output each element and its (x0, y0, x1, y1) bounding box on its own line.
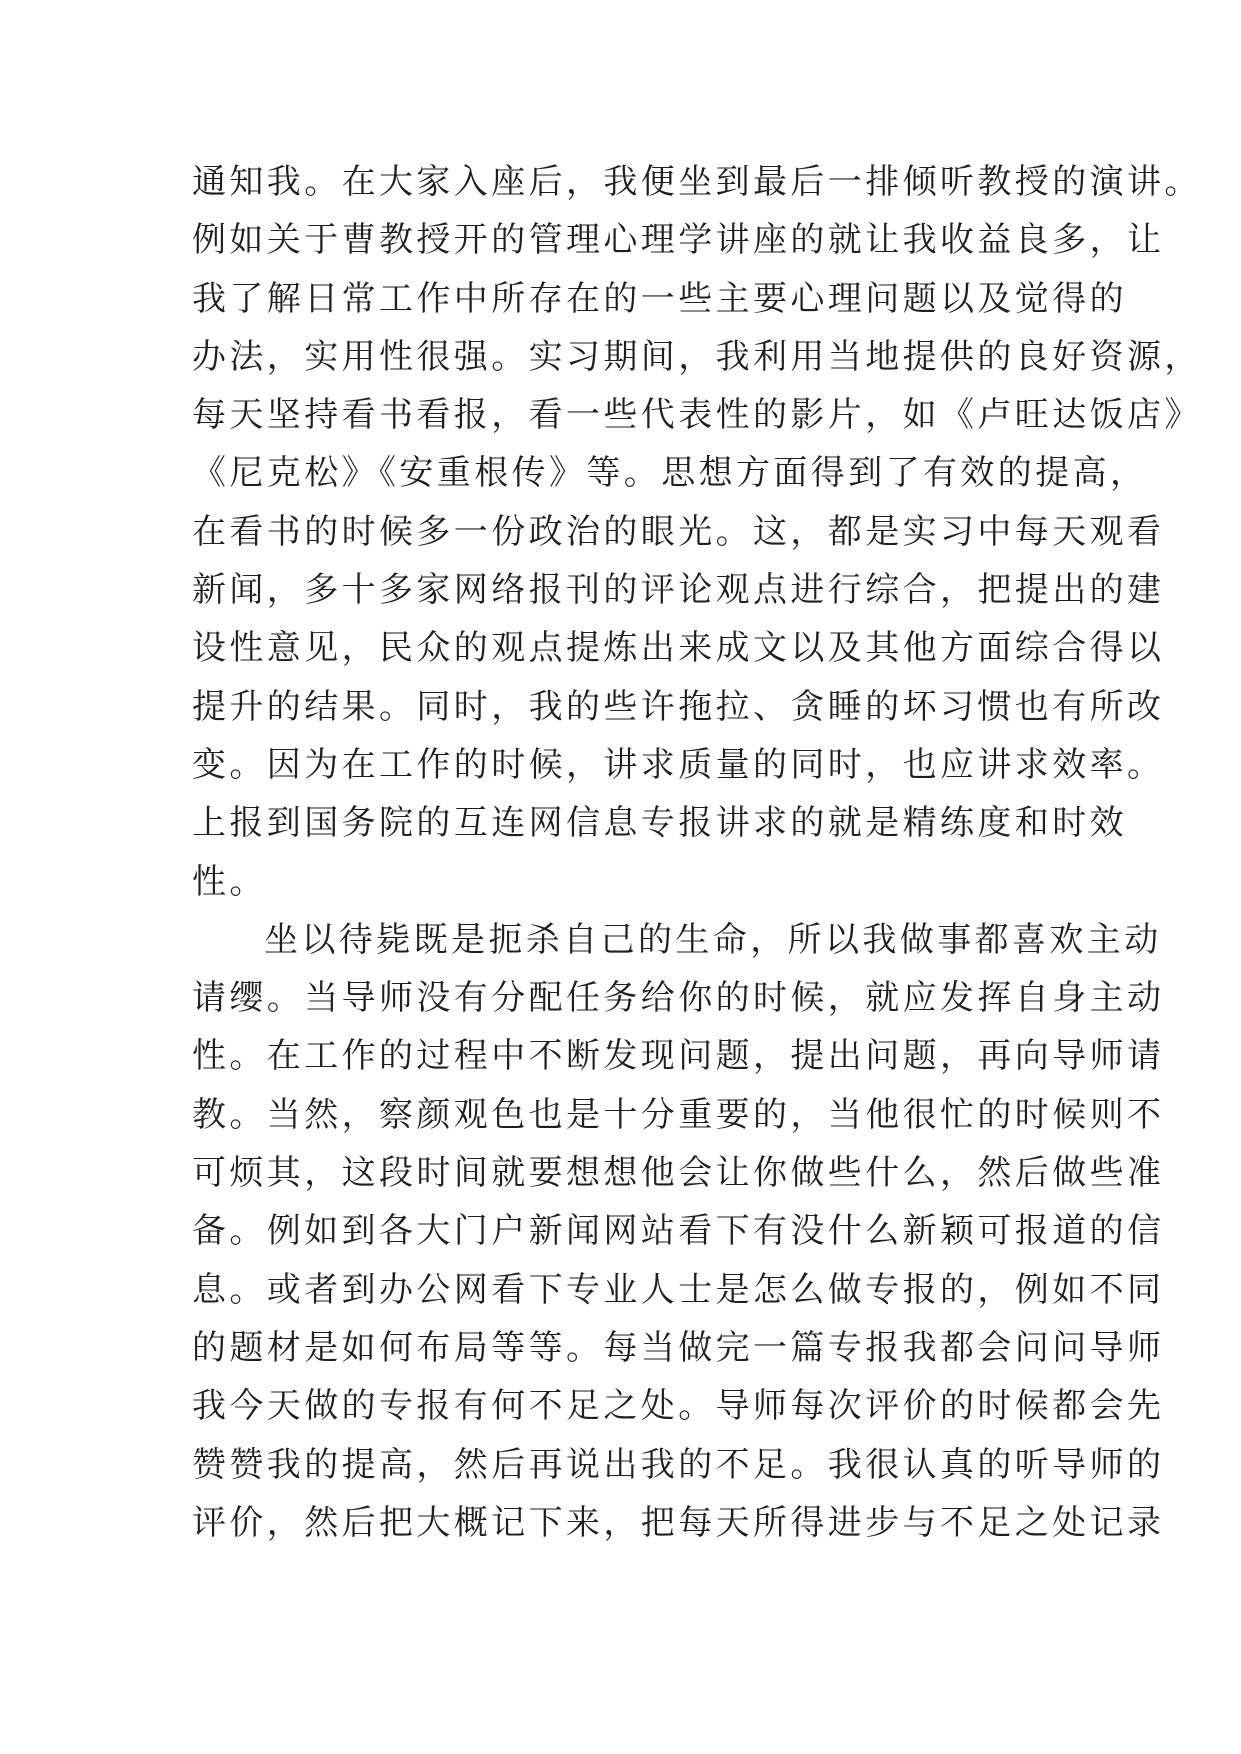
text-line: 变。因为在工作的时候，讲求质量的同时，也应讲求效率。 (192, 744, 1165, 785)
text-line: 备。例如到各大门户新闻网站看下有没什么新颖可报道的信 (192, 1211, 1165, 1252)
text-line: 通知我。在大家入座后，我便坐到最后一排倾听教授的演讲。 (192, 162, 1202, 202)
text-line: 办法，实用性很强。实习期间，我利用当地提供的良好资源， (192, 336, 1202, 377)
text-line: 每天坚持看书看报，看一些代表性的影片，如《卢旺达饭店》 (192, 395, 1202, 436)
text-line: 我今天做的专报有何不足之处。导师每次评价的时候都会先 (192, 1386, 1165, 1427)
text-line: 性。在工作的过程中不断发现问题，提出问题，再向导师请 (192, 1036, 1165, 1077)
text-line: 《尼克松》《安重根传》等。思想方面得到了有效的提高， (192, 453, 1148, 494)
text-line: 我了解日常工作中所存在的一些主要心理问题以及觉得的 (192, 278, 1127, 319)
text-line: 请缨。当导师没有分配任务给你的时候，就应发挥自身主动 (192, 978, 1165, 1019)
text-line: 提升的结果。同时，我的些许拖拉、贪睡的坏习惯也有所改 (192, 686, 1165, 727)
text-line: 息。或者到办公网看下专业人士是怎么做专报的，例如不同 (192, 1269, 1165, 1310)
text-line: 上报到国务院的互连网信息专报讲求的就是精练度和时效 (192, 803, 1127, 844)
body-text (192, 153, 1202, 1552)
text-line: 在看书的时候多一份政治的眼光。这，都是实习中每天观看 (192, 511, 1165, 552)
text-line: 的题材是如何布局等等。每当做完一篇专报我都会问问导师 (192, 1327, 1165, 1368)
text-line: 性。 (192, 861, 267, 902)
text-line: 例如关于曹教授开的管理心理学讲座的就让我收益良多，让 (192, 220, 1165, 261)
text-line: 评价，然后把大概记下来，把每天所得进步与不足之处记录 (192, 1502, 1165, 1543)
text-line: 新闻，多十多家网络报刊的评论观点进行综合，把提出的建 (192, 570, 1165, 611)
text-line: 可烦其，这段时间就要想想他会让你做些什么，然后做些准 (192, 1153, 1165, 1194)
paragraph-first-line: 坐以待毙既是扼杀自己的生命，所以我做事都喜欢主动 (264, 919, 1162, 960)
text-line: 设性意见，民众的观点提炼出来成文以及其他方面综合得以 (192, 628, 1165, 669)
text-line: 教。当然，察颜观色也是十分重要的，当他很忙的时候则不 (192, 1094, 1165, 1135)
text-line: 赞赞我的提高，然后再说出我的不足。我很认真的听导师的 (192, 1444, 1165, 1485)
